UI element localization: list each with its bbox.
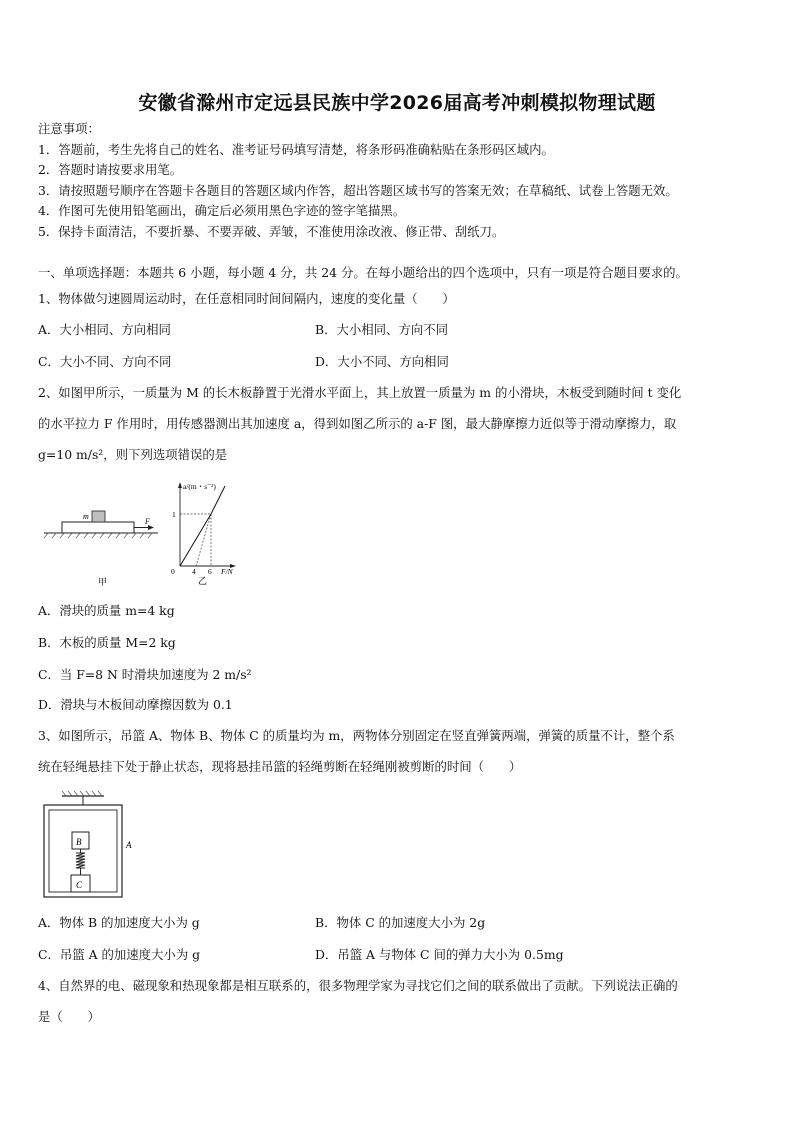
- section-heading: 一、单项选择题：本题共 6 小题，每小题 4 分，共 24 分。在每小题给出的四个选项中，只有一项是符合题目要求的。: [38, 265, 688, 280]
- question-1-stem: 1、物体做匀速圆周运动时，在任意相同时间间隔内，速度的变化量（ ）: [38, 291, 455, 306]
- question-2-stem-line3: g=10 m/s²，则下列选项错误的是: [38, 447, 228, 462]
- q1-option-a: A．大小相同、方向相同: [38, 322, 171, 337]
- q1-option-d: D．大小不同、方向相同: [315, 354, 449, 369]
- q1-option-c: C．大小不同、方向不同: [38, 354, 172, 369]
- figure-yi-label: 乙: [198, 576, 208, 586]
- question-3-stem-line2: 统在轻绳悬挂下处于静止状态，现将悬挂吊篮的轻绳剪断在轻绳刚被剪断的时间（ ）: [38, 759, 522, 774]
- figure-jia: [40, 495, 165, 590]
- graph-line-1: [180, 514, 211, 566]
- board-block: [62, 522, 134, 533]
- origin-label: 0: [171, 567, 175, 576]
- basket-a-label: A: [126, 840, 132, 850]
- question-4-stem-line1: 4、自然界的电、磁现象和热现象都是相互联系的，很多物理学家为寻找它们之间的联系做出了贡献。下列说法正确的: [38, 978, 678, 993]
- x-axis-label: F/N: [221, 567, 233, 576]
- question-2-stem-line1: 2、如图甲所示，一质量为 M 的长木板静置于光滑水平面上，其上放置一质量为 m 的小滑块，木板受到随时间 t 变化: [38, 385, 682, 400]
- m-label: m: [83, 512, 89, 521]
- notice-item: 1．答题前，考生先将自己的姓名、准考证号码填写清楚，将条形码准确粘贴在条形码区域内。: [38, 142, 554, 157]
- notice-item: 2．答题时请按要求用笔。: [38, 162, 183, 177]
- question-2-stem-line2: 的水平拉力 F 作用时，用传感器测出其加速度 a，得到如图乙所示的 a-F 图，最大静摩擦力近似等于滑动摩擦力，取: [38, 416, 677, 431]
- figure-basket: [38, 790, 138, 902]
- q1-option-b: B．大小相同、方向不同: [315, 322, 449, 337]
- q3-option-b: B．物体 C 的加速度大小为 2g: [315, 915, 486, 930]
- q2-option-c: C．当 F=8 N 时滑块加速度为 2 m/s²: [38, 667, 252, 682]
- q2-option-d: D．滑块与木板间动摩擦因数为 0.1: [38, 697, 233, 712]
- figure-yi-graph: [168, 478, 240, 588]
- x-tick-4: 4: [192, 567, 196, 576]
- notice-item: 3．请按照题号顺序在答题卡各题目的答题区域内作答，超出答题区域书写的答案无效；在草稿纸、试卷上答题无效。: [38, 183, 678, 198]
- block-c-label: C: [76, 880, 83, 890]
- q3-option-a: A．物体 B 的加速度大小为 g: [38, 915, 200, 930]
- slider-block: [92, 511, 105, 522]
- q2-option-b: B．木板的质量 M=2 kg: [38, 635, 176, 650]
- block-b-label: B: [76, 837, 82, 847]
- notice-heading: 注意事项：: [38, 121, 100, 136]
- question-4-stem-line2: 是（ ）: [38, 1009, 100, 1024]
- figure-jia-label: 甲: [98, 577, 108, 587]
- question-3-stem-line1: 3、如图所示，吊篮 A、物体 B、物体 C 的质量均为 m，两物体分别固定在竖直弹簧两端，弹簧的质量不计，整个系: [38, 728, 675, 743]
- x-tick-6: 6: [208, 567, 212, 576]
- q2-option-a: A．滑块的质量 m=4 kg: [38, 603, 175, 618]
- y-axis-label: a/(m・s⁻²): [183, 482, 216, 491]
- q3-option-c: C．吊篮 A 的加速度大小为 g: [38, 947, 201, 962]
- y-tick-label: 1: [172, 510, 176, 519]
- notice-item: 5．保持卡面清洁，不要折暴、不要弄破、弄皱，不准使用涂改液、修正带、刮纸刀。: [38, 224, 505, 239]
- q3-option-d: D．吊篮 A 与物体 C 间的弹力大小为 0.5mg: [315, 947, 564, 962]
- force-label: F: [145, 517, 150, 526]
- page-title: 安徽省滁州市定远县民族中学2026届高考冲刺模拟物理试题: [138, 92, 656, 114]
- notice-item: 4．作图可先使用铅笔画出，确定后必须用黑色字迹的签字笔描黑。: [38, 203, 406, 218]
